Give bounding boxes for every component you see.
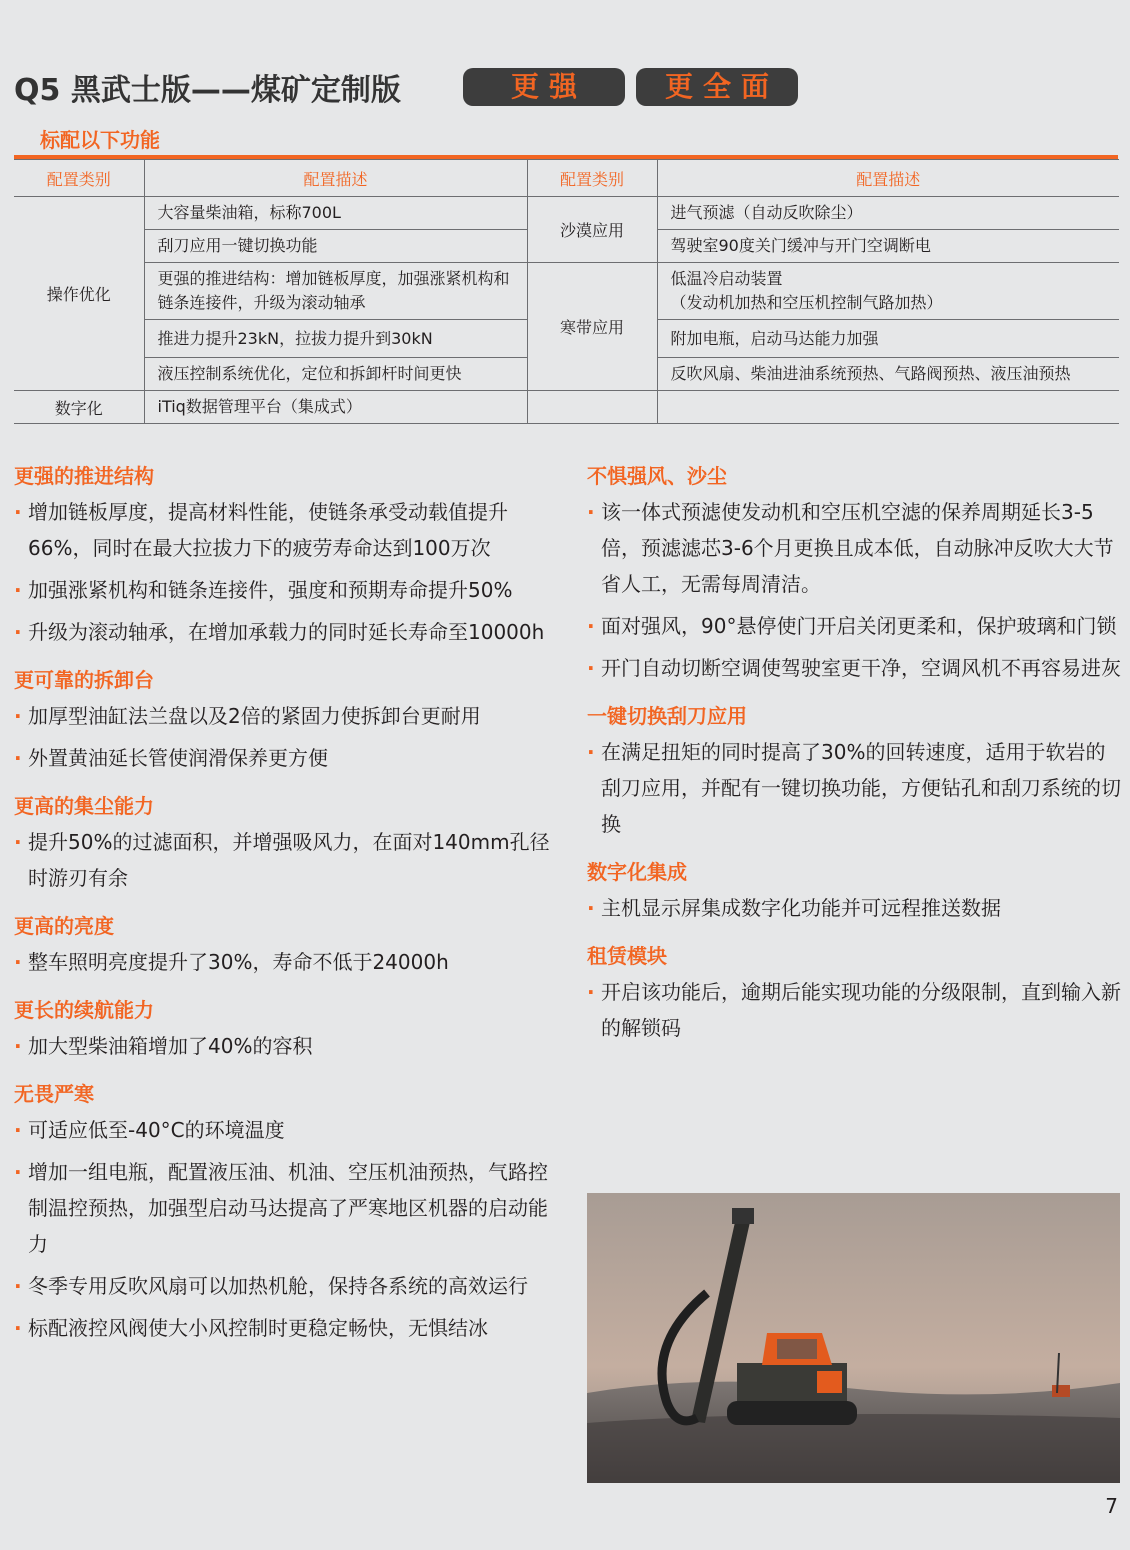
bullet-item: · 升级为滚动轴承，在增加承载力的同时延长寿命至10000h [14,614,550,650]
bullet-item: · 加强涨紧机构和链条连接件，强度和预期寿命提升50% [14,572,550,608]
left-feature-column [14,458,550,1358]
category-cell: 沙漠应用 [527,197,657,263]
category-cell: 数字化 [14,391,144,424]
feature-section [587,458,1123,686]
description-line: （发动机加热和空压机控制气路加热） [670,293,943,312]
drill-rig-photo [587,1193,1120,1483]
section-heading: 更高的集尘能力 [14,794,154,818]
badge-stronger: 更强 [463,68,625,106]
feature-section [14,908,550,980]
description-line: 低温冷启动装置 [670,269,783,288]
table-row [14,391,1119,424]
table-row [14,197,1119,230]
right-feature-column [587,458,1123,1058]
section-heading: 更强的推进结构 [14,464,154,488]
header-category: 配置类别 [14,160,144,197]
description-cell: 液压控制系统优化，定位和拆卸杆时间更快 [144,358,527,391]
feature-section [587,938,1123,1046]
bullet-item: · 整车照明亮度提升了30%，寿命不低于24000h [14,944,550,980]
section-heading: 更可靠的拆卸台 [14,668,154,692]
page-number: 7 [1105,1494,1118,1518]
page-header [14,66,401,108]
config-table [14,159,1119,424]
description-cell: iTiq数据管理平台（集成式） [144,391,527,424]
feature-section [14,788,550,896]
section-heading: 不惧强风、沙尘 [587,464,727,488]
bullet-item: · 加大型柴油箱增加了40%的容积 [14,1028,550,1064]
bullet-item: · 外置黄油延长管使润滑保养更方便 [14,740,550,776]
empty-cell [657,391,1119,424]
bullet-item: · 加厚型油缸法兰盘以及2倍的紧固力使拆卸台更耐用 [14,698,550,734]
section-heading: 无畏严寒 [14,1082,94,1106]
bullet-item: · 开门自动切断空调使驾驶室更干净，空调风机不再容易进灰 [587,650,1123,686]
feature-section [587,854,1123,926]
bullet-item: · 可适应低至-40°C的环境温度 [14,1112,550,1148]
bullet-item: · 提升50%的过滤面积，并增强吸风力，在面对140mm孔径时游刃有余 [14,824,550,896]
bullet-item: · 增加链板厚度，提高材料性能，使链条承受动载值提升66%，同时在最大拉拔力下的疲劳寿命达到100万次 [14,494,550,566]
section-heading: 数字化集成 [587,860,687,884]
feature-section [14,1076,550,1346]
empty-cell [527,391,657,424]
bullet-item: · 在满足扭矩的同时提高了30%的回转速度，适用于软岩的刮刀应用，并配有一键切换功能，方便钻孔和刮刀系统的切换 [587,734,1123,842]
bullet-item: · 主机显示屏集成数字化功能并可远程推送数据 [587,890,1123,926]
feature-section [14,992,550,1064]
description-cell: 驾驶室90度关门缓冲与开门空调断电 [657,230,1119,263]
feature-section [14,458,550,650]
description-cell: 更强的推进结构：增加链板厚度，加强涨紧机构和链条连接件，升级为滚动轴承 [144,263,527,320]
header-category: 配置类别 [527,160,657,197]
description-cell: 刮刀应用一键切换功能 [144,230,527,263]
bullet-item: · 增加一组电瓶，配置液压油、机油、空压机油预热，气路控制温控预热，加强型启动马达提高了严寒地区机器的启动能力 [14,1154,550,1262]
description-cell [657,263,1119,320]
bullet-item: · 冬季专用反吹风扇可以加热机舱，保持各系统的高效运行 [14,1268,550,1304]
header-description: 配置描述 [657,160,1119,197]
description-cell: 进气预滤（自动反吹除尘） [657,197,1119,230]
bullet-item: · 标配液控风阀使大小风控制时更稳定畅快，无惧结冰 [14,1310,550,1346]
category-cell: 寒带应用 [527,263,657,391]
description-cell: 附加电瓶，启动马达能力加强 [657,320,1119,358]
description-cell: 推进力提升23kN，拉拔力提升到30kN [144,320,527,358]
description-cell: 反吹风扇、柴油进油系统预热、气路阀预热、液压油预热 [657,358,1119,391]
section-heading: 更高的亮度 [14,914,114,938]
category-cell: 操作优化 [14,197,144,391]
table-row [14,263,1119,320]
page-title: Q5 黑武士版——煤矿定制版 [14,73,401,108]
header-description: 配置描述 [144,160,527,197]
standard-features-title: 标配以下功能 [40,128,160,152]
badge-comprehensive: 更全面 [636,68,798,106]
feature-section [587,698,1123,842]
feature-section [14,662,550,776]
section-heading: 一键切换刮刀应用 [587,704,747,728]
section-heading: 租赁模块 [587,944,667,968]
section-heading: 更长的续航能力 [14,998,154,1022]
bullet-item: · 面对强风，90°悬停使门开启关闭更柔和，保护玻璃和门锁 [587,608,1123,644]
bullet-item: · 开启该功能后，逾期后能实现功能的分级限制，直到输入新的解锁码 [587,974,1123,1046]
description-cell: 大容量柴油箱，标称700L [144,197,527,230]
table-header-row [14,160,1119,197]
bullet-item: · 该一体式预滤使发动机和空压机空滤的保养周期延长3-5倍，预滤滤芯3-6个月更换且成本低，自动脉冲反吹大大节省人工，无需每周清洁。 [587,494,1123,602]
